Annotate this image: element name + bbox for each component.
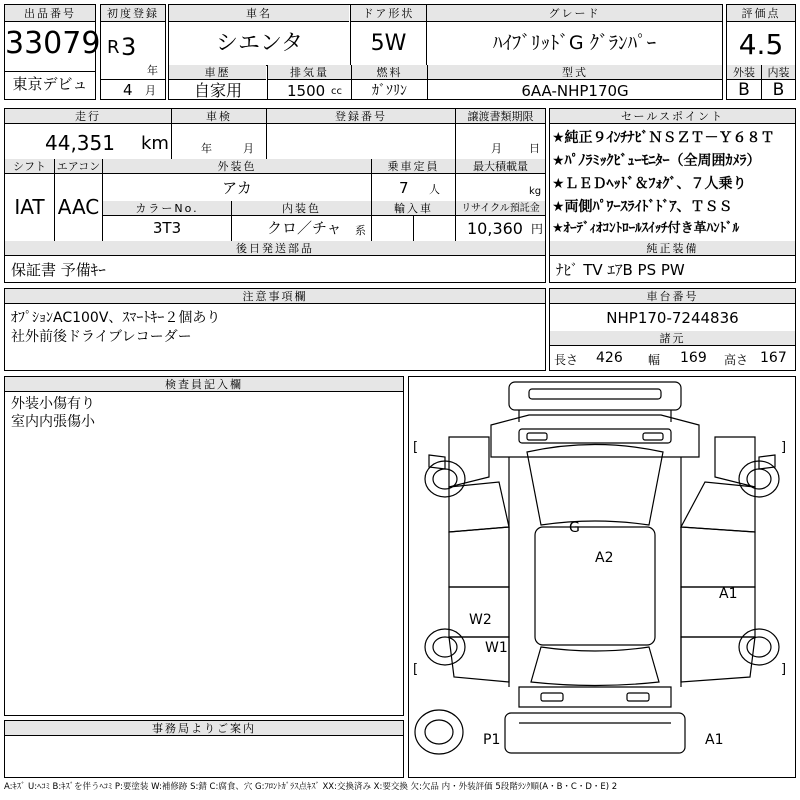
displacement-header: 排気量 [267,65,351,80]
interior-color-suffix: 系 [355,224,366,237]
inspection-year-unit: 年 [201,142,212,155]
selling-point: ★純正９ｲﾝﾁﾅﾋﾞＮＳＺＴ－Ｙ６８Ｔ [552,130,775,146]
mark-w1: W1 [485,640,508,656]
model-header: 型式 [427,65,722,80]
later-parts: 保証書 予備ｷｰ [11,261,106,279]
specifications-header: 諸元 [550,331,795,346]
interior-grade-header: 内装 [762,65,795,80]
transfer-day-unit: 日 [529,142,540,155]
mileage-header: 走行 [5,109,171,124]
shift-type: IAT [14,195,45,219]
registration-number-header: 登録番号 [266,109,455,124]
selling-point: ★ＬＥＤﾍｯﾄﾞ＆ﾌｫｸﾞ、７人乗り [552,176,747,192]
overall-score: 4.5 [738,28,784,61]
inspector-header: 検査員記入欄 [5,377,403,392]
selling-point: ★ｵｰﾃﾞｨｵｺﾝﾄﾛｰﾙｽｲｯﾁ付き革ﾊﾝﾄﾞﾙ [552,221,740,236]
interior-color: クロ／チャ [267,219,342,237]
damage-diagram-box [408,376,796,778]
mark-p1: P1 [483,732,501,748]
registration-year: 3 [121,33,137,61]
inspector-note: 外装小傷有り [11,396,95,412]
score-box [726,4,796,100]
inspector-note: 室内内張傷小 [11,414,95,430]
mark-a2: A2 [595,550,614,566]
door-type: 5W [370,31,407,56]
mark-a1-side: A1 [719,586,738,602]
interior-grade: B [772,80,785,100]
car-diagram [409,377,795,777]
first-registration-box [100,4,166,100]
note-line: 社外前後ドライブレコーダー [11,329,192,345]
recycle-fee: 10,360 [467,219,523,238]
grade: ﾊｲﾌﾞﾘｯﾄﾞG ｸﾞﾗﾝﾊﾟｰ [492,32,657,54]
debut-label: 東京デビュ [12,75,88,93]
month-unit: 月 [145,84,156,97]
transfer-docs-header: 譲渡書類期限 [455,109,545,124]
mileage: 44,351 [45,131,115,155]
selling-point: ★両側ﾊﾟﾜｰｽﾗｲﾄﾞﾄﾞｱ、ＴＳＳ [552,199,733,215]
office-box [4,720,404,778]
selling-points-header: セールスポイント [550,109,795,124]
standard-equipment: ﾅﾋﾞ TV ｴｱB PS PW [556,261,685,279]
interior-color-header: 内装色 [231,201,371,216]
vehicle-detail-box [4,108,546,283]
standard-equipment-header: 純正装備 [550,241,795,256]
width-label: 幅 [648,353,661,367]
ac-type: AAC [57,195,100,219]
chassis-number-header: 車台番号 [550,289,795,304]
car-info-box [168,4,723,100]
recycle-fee-unit: 円 [531,222,544,236]
displacement: 1500 [287,82,326,100]
mark-a1-rear: A1 [705,732,724,748]
mark-g: G [569,520,580,536]
legend: A:ｷｽﾞ U:ﾍｺﾐ B:ｷｽﾞを伴うﾍｺﾐ P:要塗装 W:補修跡 S:錆 C:腐食、穴 G:ﾌﾛﾝﾄｶﾞﾗｽ点ｷｽﾞ XX:交換済み X:要交換 欠:欠品 内・外装評価 5段階ﾗﾝｸ順(A・B・C・D・E) 2 [4,782,618,792]
displacement-unit: cc [331,86,342,97]
lot-number-header: 出品番号 [5,5,95,22]
import-header: 輸入車 [371,201,455,216]
length-label: 長さ [554,353,579,367]
door-header: ドア形状 [350,5,426,22]
year-unit: 年 [147,64,158,77]
shift-header: シフト [5,159,54,174]
mileage-unit: km [141,133,169,154]
registration-month: 4 [123,81,133,99]
office-header: 事務局よりご案内 [5,721,403,736]
max-load-unit: kg [529,186,542,197]
inspection-month-unit: 月 [243,142,254,155]
recycle-fee-header: リサイクル預託金 [455,201,545,216]
length-value: 426 [596,350,623,366]
mark-w2: W2 [469,612,492,628]
capacity-unit: 人 [429,183,440,196]
width-value: 169 [680,350,707,366]
fuel-header: 燃料 [351,65,427,80]
later-parts-header: 後日発送部品 [5,241,545,256]
chassis-number: NHP170-7244836 [606,309,739,327]
score-header: 評価点 [727,5,795,22]
ac-header: エアコン [54,159,102,174]
color-number-header: カラーNo. [103,201,231,216]
selling-point: ★ﾊﾟﾉﾗﾐｯｸﾋﾞｭｰﾓﾆﾀｰ（全周囲ｶﾒﾗ） [552,153,761,169]
car-name: シエンタ [215,31,304,56]
fuel: ｶﾞｿﾘﾝ [372,83,407,99]
vehicle-history: 自家用 [193,81,242,100]
height-value: 167 [760,350,787,366]
model-code: 6AA-NHP170G [521,82,629,100]
history-header: 車歴 [169,65,266,80]
height-label: 高さ [724,353,749,367]
notes-header: 注意事項欄 [5,289,545,304]
capacity-header: 乗車定員 [371,159,455,174]
inspection-header: 車検 [171,109,266,124]
bracket-left-bottom: [ [413,662,419,677]
selling-points-box [549,108,796,283]
exterior-grade-header: 外装 [727,65,761,80]
exterior-color-header: 外装色 [103,159,371,174]
max-load-header: 最大積載量 [455,159,545,174]
bracket-left-top: [ [413,440,419,455]
note-line: ｵﾌﾟｼｮﾝAC100V、ｽﾏｰﾄｷｰ２個あり [11,310,221,326]
car-name-header: 車名 [169,5,349,22]
bracket-right-bottom: ] [781,662,787,677]
lot-number-box [4,4,101,100]
era-label: R [107,37,120,58]
color-number: 3T3 [152,219,182,237]
exterior-color: アカ [222,179,252,197]
inspector-box [4,376,404,716]
first-registration-header: 初度登録 [101,5,165,22]
bracket-right-top: ] [781,440,787,455]
capacity: 7 [399,179,409,197]
notes-box [4,288,546,371]
grade-header: グレード [426,5,722,22]
transfer-month-unit: 月 [491,142,502,155]
lot-number: 33079 [5,26,101,61]
exterior-grade: B [738,80,750,100]
chassis-box [549,288,796,371]
